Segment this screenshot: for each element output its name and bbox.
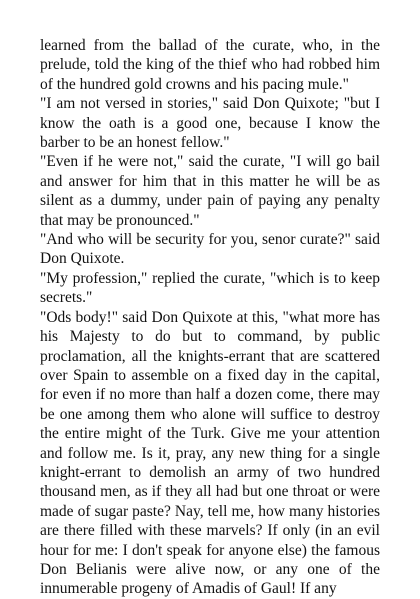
paragraph-ods-body: "Ods body!" said Don Quixote at this, "what more has his Majesty to do but to command, by public proclamation, all the knights-errant that are scattered over Spain to assemble on a fixed day in the capital, for even if no more than half a dozen come, there may be one among them who alone will suffice to destroy the entire might of the Turk. Give me your attention and follow me. Is it, pray, any new thing for a single knight-errant to demolish an army of two hundred thousand men, as if they all had but one throat or were made of sugar paste? Nay, tell me, how many histories are there filled with these marvels? If only (in an evil hour for me: I don't speak for anyone else) the famous Don Belianis were alive now, or any one of the innumerable progeny of Amadis of Gaul! If any xyxy=(40,308,380,598)
paragraph-bail: "Even if he were not," said the curate, "I will go bail and answer for him that in this matter he will be as silent as a dummy, under pain of paying any penalty that may be pronounced." xyxy=(40,153,380,229)
paragraph-profession: "My profession," replied the curate, "which is to keep secrets." xyxy=(40,269,380,307)
paragraph-ballad: learned from the ballad of the curate, who, in the prelude, told the king of the thief who had robbed him of the hundred gold crowns and his pacing mule." xyxy=(40,37,380,93)
book-page xyxy=(40,36,380,599)
paragraph-security: "And who will be security for you, senor curate?" said Don Quixote. xyxy=(40,231,380,268)
paragraph-oath: "I am not versed in stories," said Don Quixote; "but I know the oath is a good one, because I know the barber to be an honest fellow." xyxy=(40,95,380,152)
